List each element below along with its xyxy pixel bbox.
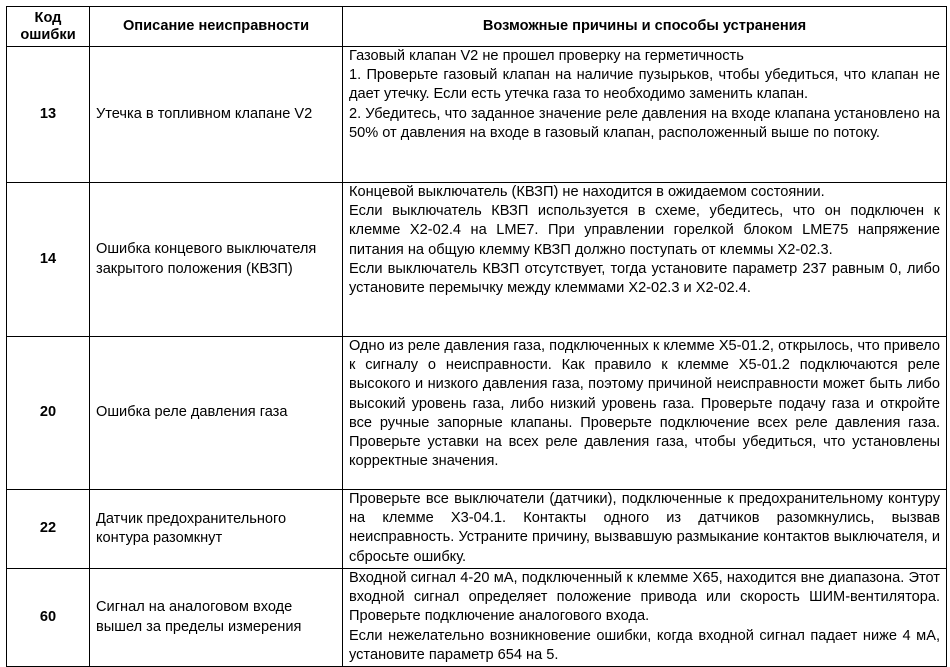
error-code: 22 <box>7 490 90 569</box>
remedy-paragraph: Если выключатель КВЗП отсутствует, тогда установите параметр 237 равным 0, либо установите перемычку между клеммами X2-02.3 и X2-02.4. <box>349 260 940 297</box>
fault-description: Датчик предохранительного контура разомкнут <box>90 490 343 569</box>
table-row <box>7 47 947 183</box>
table-row <box>7 490 947 569</box>
header-fix: Возможные причины и способы устранения <box>343 7 947 47</box>
error-code: 14 <box>7 183 90 337</box>
fault-description: Ошибка реле давления газа <box>90 337 343 490</box>
header-description: Описание неисправности <box>90 7 343 47</box>
error-code: 20 <box>7 337 90 490</box>
table-row <box>7 569 947 667</box>
remedy-paragraph: Если выключатель КВЗП используется в схеме, убедитесь, что он подключен к клемме X2-02.4 на LME7. При управлении горелкой блоком LME75 напряжение питания на общую клемму КВЗП должно поступать от клеммы X2-02.3. <box>349 203 940 258</box>
fault-remedy <box>343 183 947 337</box>
error-code: 13 <box>7 47 90 183</box>
header-row <box>7 7 947 47</box>
remedy-paragraph: Если нежелательно возникновение ошибки, когда входной сигнал падает ниже 4 мА, установите параметр 654 на 5. <box>349 627 940 663</box>
remedy-paragraph: Газовый клапан V2 не прошел проверку на герметичность <box>349 48 744 64</box>
table-row <box>7 183 947 337</box>
remedy-paragraph: Одно из реле давления газа, подключенных к клемме X5-01.2, открылось, что привело к сигналу о неисправности. Как правило к клемме X5-01.2 подключаются реле высокого и низкого давления газа, поэтому причиной неисправности может быть либо высокий уровень газа, либо низкий уровень газа. Проверьте подачу газа и откройте все ручные запорные клапаны. Проверьте подключение всех реле давления газа. Проверьте уставки на всех реле давления газа, чтобы убедиться, что установлены корректные значения. <box>349 338 940 470</box>
fault-remedy <box>343 569 947 667</box>
fault-code-table <box>6 6 947 667</box>
table-row <box>7 337 947 490</box>
error-code: 60 <box>7 569 90 667</box>
header-code-line2: ошибки <box>20 26 76 43</box>
fault-description: Ошибка концевого выключателя закрытого положения (КВЗП) <box>90 183 343 337</box>
fault-remedy <box>343 490 947 569</box>
fault-remedy <box>343 337 947 490</box>
fault-remedy <box>343 47 947 183</box>
header-code <box>7 7 90 47</box>
header-code-line1: Код <box>34 9 62 26</box>
fault-description: Сигнал на аналоговом входе вышел за пределы измерения <box>90 569 343 667</box>
remedy-paragraph: Концевой выключатель (КВЗП) не находится в ожидаемом состоянии. <box>349 184 825 200</box>
remedy-paragraph: Проверьте все выключатели (датчики), подключенные к предохранительному контуру на клемме X3-04.1. Контакты одного из датчиков разомкнулись, вызвав неисправность. Устраните причину, вызвавшую размыкание контактов выключателя, и сбросьте ошибку. <box>349 491 940 565</box>
fault-description: Утечка в топливном клапане V2 <box>90 47 343 183</box>
remedy-paragraph: 1. Проверьте газовый клапан на наличие пузырьков, чтобы убедиться, что клапан не дает утечку. Если есть утечка газа то необходимо заменить клапан. <box>349 67 940 103</box>
remedy-paragraph: Входной сигнал 4-20 мА, подключенный к клемме X65, находится вне диапазона. Этот входной сигнал определяет положение привода или скорость ШИМ-вентилятора. Проверьте подключение аналогового входа. <box>349 570 940 625</box>
remedy-paragraph: 2. Убедитесь, что заданное значение реле давления на входе клапана установлено на 50% от давления на входе в газовый клапан, расположенный выше по потоку. <box>349 105 940 141</box>
